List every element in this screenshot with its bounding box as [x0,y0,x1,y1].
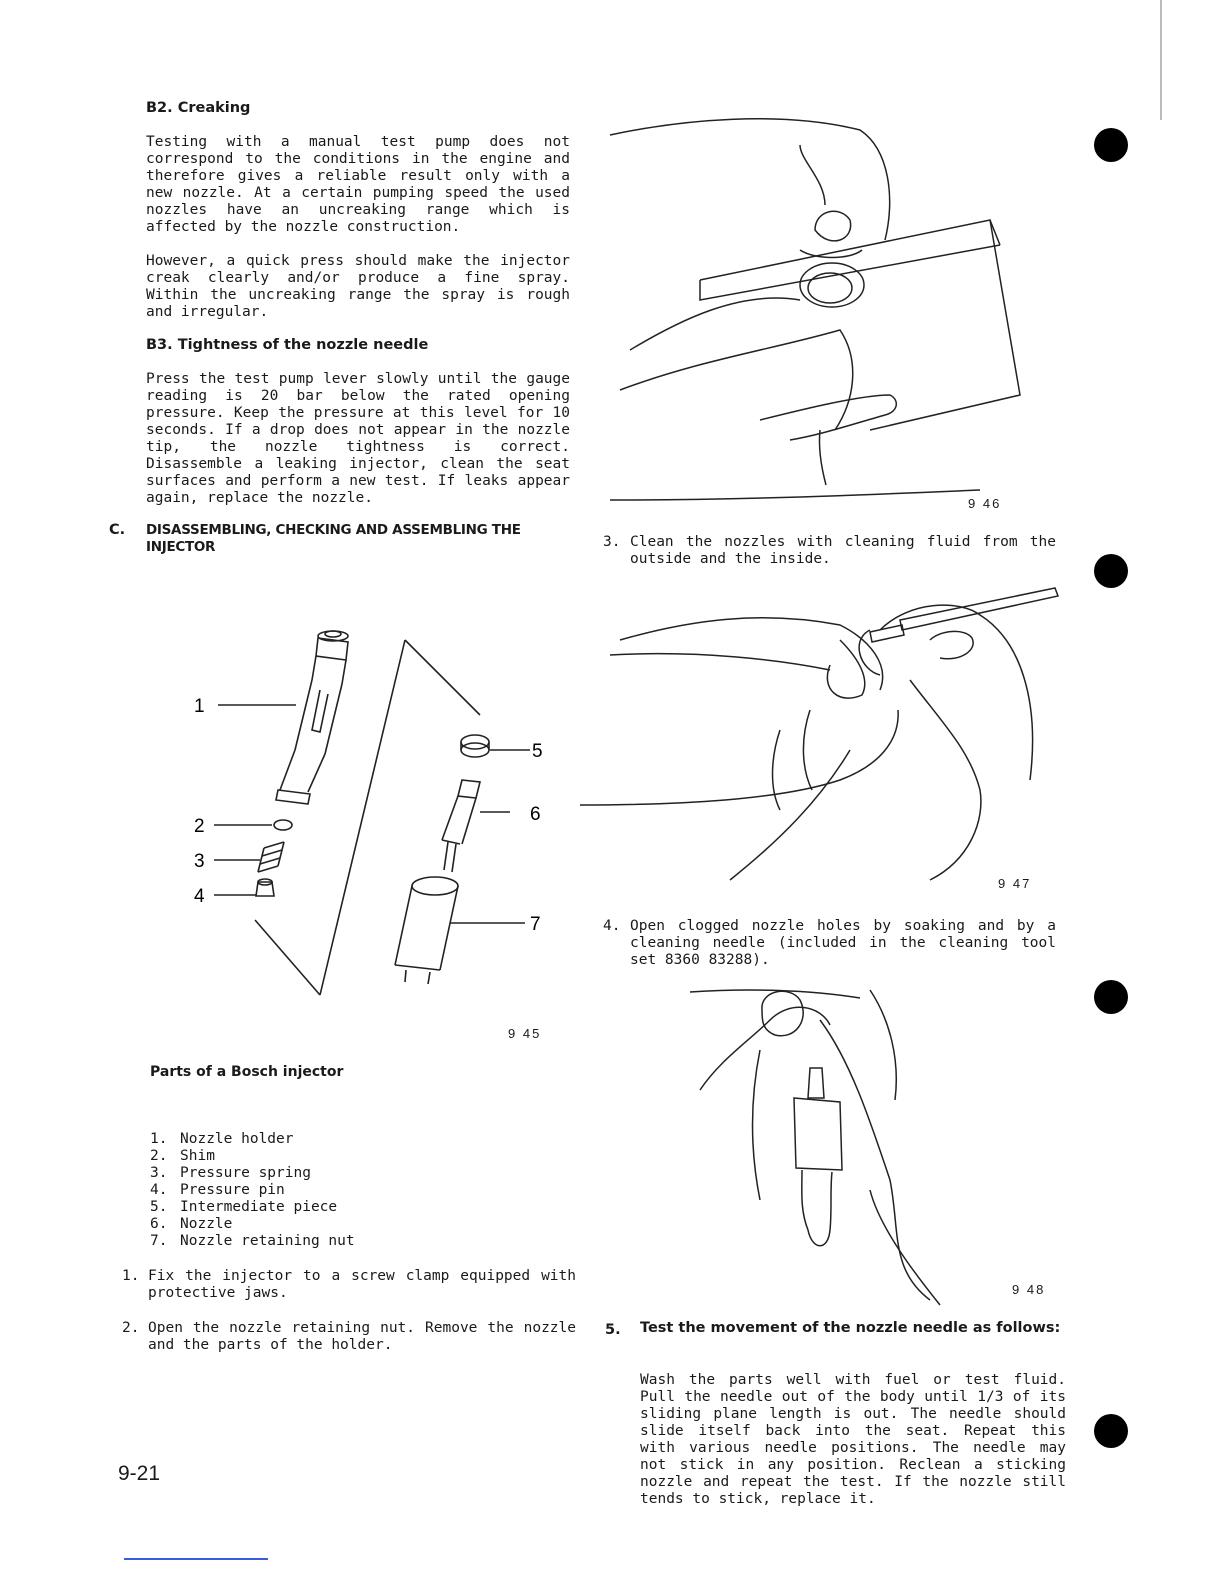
callout-4: 4 [194,886,205,907]
figure-9-45-injector-diagram [180,620,560,1020]
figure-9-46-number: 9 46 [968,496,1002,511]
figure-9-48-number: 9 48 [1012,1282,1046,1297]
list-item: 2. Shim [150,1148,215,1164]
figure-9-45-caption: Parts of a Bosch injector [150,1064,344,1080]
list-item: 3. Pressure spring [150,1165,311,1181]
parts-list [150,1131,355,1250]
binder-hole-dot [1094,128,1128,162]
list-item: 7. Nozzle retaining nut [150,1233,355,1249]
callout-3: 3 [194,851,205,872]
callout-6: 6 [530,804,541,825]
callout-7: 7 [530,914,541,935]
callout-2: 2 [194,816,205,837]
list-item: 6. Nozzle [150,1216,233,1232]
callout-1: 1 [194,696,205,717]
section-b2-heading: B2. Creaking [146,100,251,116]
step-4-number: 4. [603,918,621,934]
step-2-number: 2. [122,1320,140,1336]
footer-rule [124,1558,268,1560]
binder-hole-dot [1094,554,1128,588]
step-5-text: Wash the parts well with fuel or test fluid. Pull the needle out of the body until 1/3 of its sliding plane length is out. The needle should slide itself back into the seat. Repeat this with various needle positions. The needle may not stick in any position. Reclean a sticking nozzle and repeat the test. If the nozzle still tends to stick, replace it. [640,1372,1066,1507]
binder-hole-dot [1094,980,1128,1014]
page-edge-line [1160,0,1162,120]
step-2-text: Open the nozzle retaining nut. Remove the nozzle and the parts of the holder. [148,1320,576,1353]
step-4-text: Open clogged nozzle holes by soaking and by a cleaning needle (included in the cleaning tool set 8360 83288). [630,918,1056,968]
step-5-number: 5. [605,1322,621,1338]
figure-9-47-illustration [580,580,1060,900]
section-b3-paragraph: Press the test pump lever slowly until the gauge reading is 20 bar below the rated opening pressure. Keep the pressure at this level for 10 seconds. If a drop does not appear in the nozzle tip, the nozzle tightness is correct. Disassemble a leaking injector, clean the seat surfaces and perform a new test. If leaks appear again, replace the nozzle. [146,371,570,506]
figure-9-46-illustration [600,90,1070,510]
section-b2-paragraph-2: However, a quick press should make the injector creak clearly and/or produce a fine spray. Within the uncreaking range the spray is rough and irregular. [146,253,570,320]
figure-9-48-illustration [690,980,970,1310]
section-c-label: C. [109,522,126,538]
step-3-text: Clean the nozzles with cleaning fluid from the outside and the inside. [630,534,1056,567]
step-1-number: 1. [122,1268,140,1284]
section-b3-heading: B3. Tightness of the nozzle needle [146,337,429,353]
list-item: 5. Intermediate piece [150,1199,338,1215]
section-b2-paragraph-1: Testing with a manual test pump does not correspond to the conditions in the engine and therefore gives a reliable result only with a new nozzle. At a certain pumping speed the used nozzles have an uncreaking range which is affected by the nozzle construction. [146,134,570,235]
list-item: 1. Nozzle holder [150,1131,294,1147]
step-5-heading: Test the movement of the nozzle needle as follows: [640,1320,1061,1336]
binder-hole-dot [1094,1414,1128,1448]
section-c-heading: DISASSEMBLING, CHECKING AND ASSEMBLING THE INJECTOR [146,522,521,555]
step-1-text: Fix the injector to a screw clamp equipped with protective jaws. [148,1268,576,1301]
list-item: 4. Pressure pin [150,1182,285,1198]
figure-9-47-number: 9 47 [998,876,1032,891]
figure-9-45-number: 9 45 [508,1026,542,1041]
step-3-number: 3. [603,534,621,550]
callout-5: 5 [532,741,543,762]
page-number: 9-21 [118,1462,161,1485]
